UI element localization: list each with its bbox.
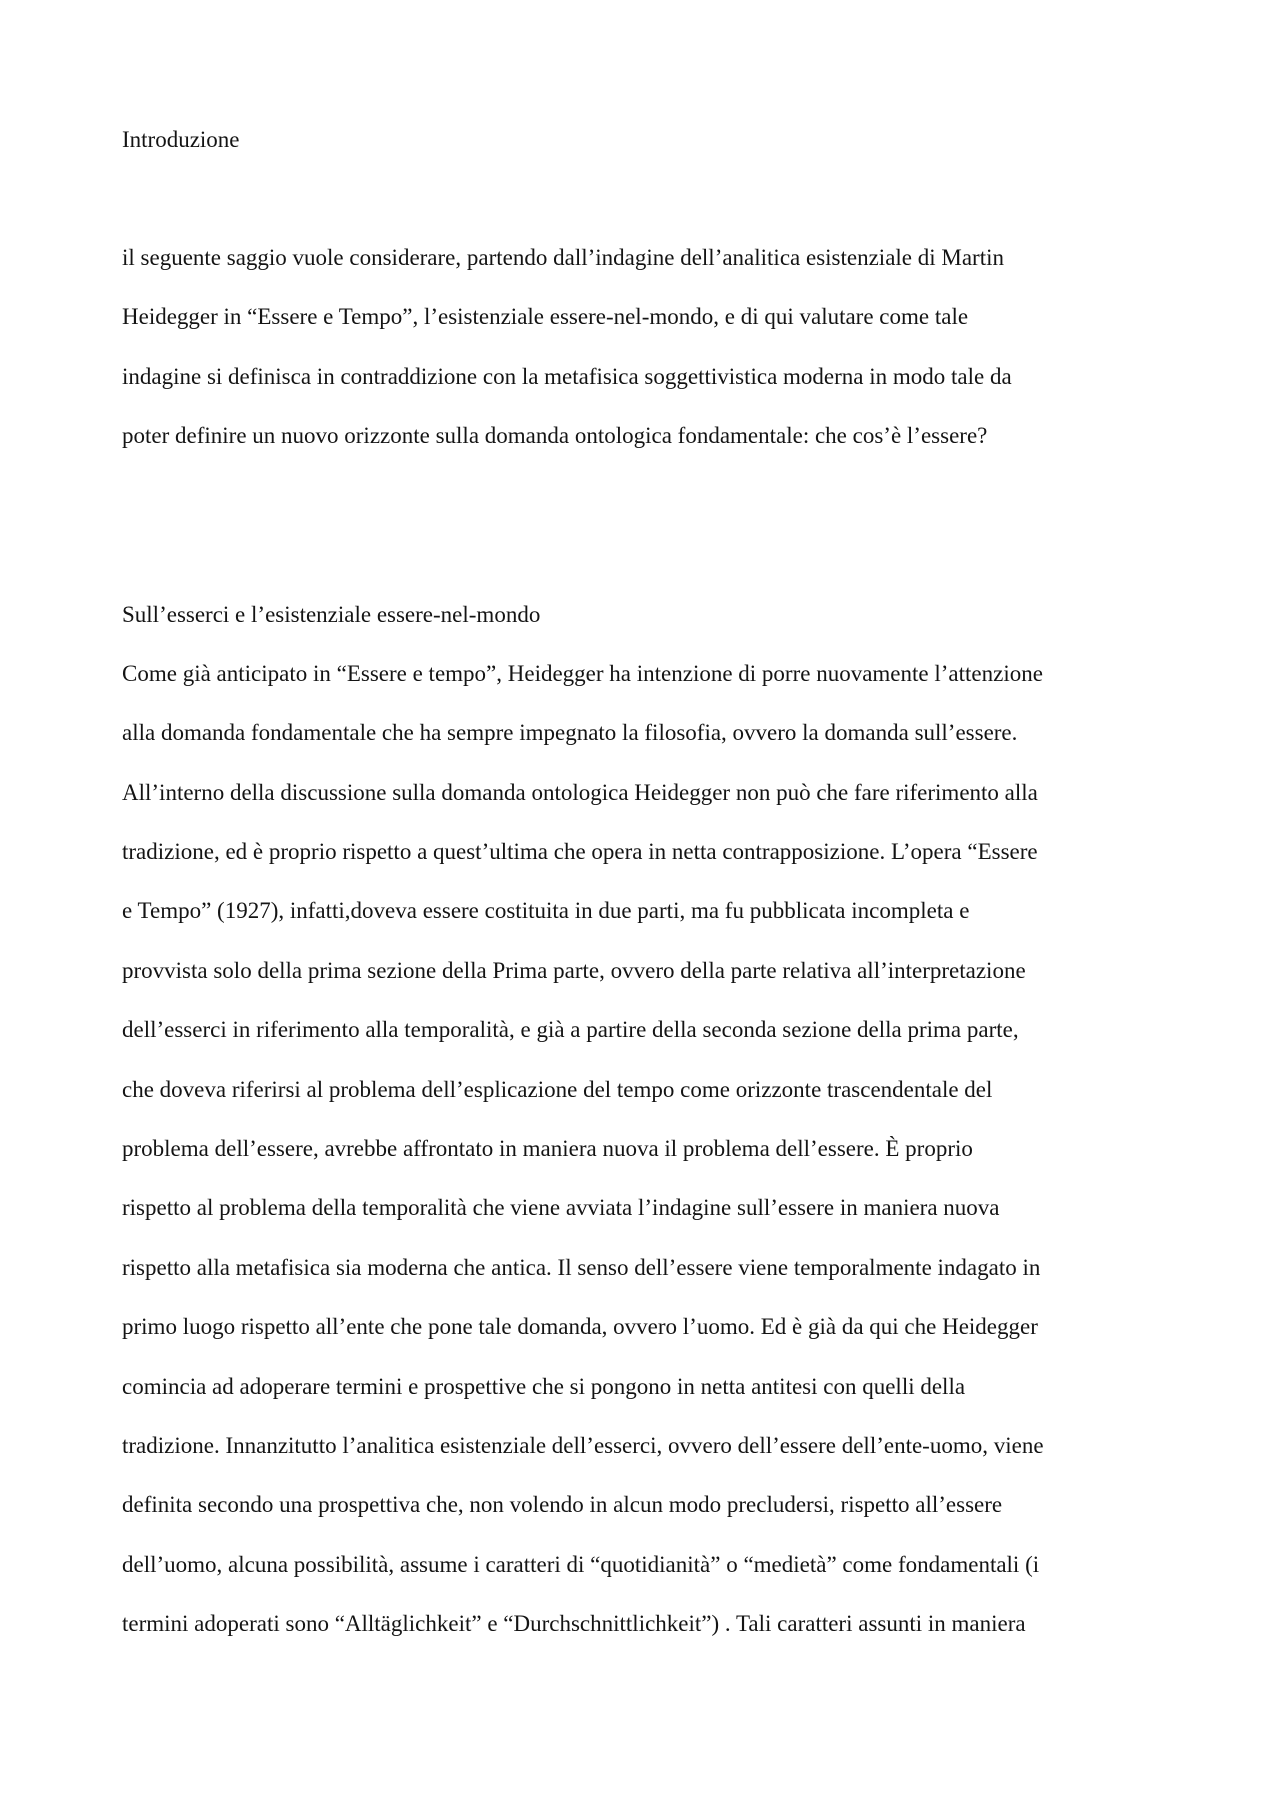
section-paragraph-line: provvista solo della prima sezione della Prima parte, ovvero della parte relativa all’interpretazione — [122, 958, 1026, 983]
intro-paragraph-line: Heidegger in “Essere e Tempo”, l’esistenziale essere-nel-mondo, e di qui valutare come tale — [122, 304, 969, 329]
section-paragraph-line: rispetto al problema della temporalità che viene avviata l’indagine sull’essere in maniera nuova — [122, 1195, 1000, 1220]
section-paragraph-line: dell’esserci in riferimento alla temporalità, e già a partire della seconda sezione della prima parte, — [122, 1017, 1019, 1042]
section-paragraph-line: All’interno della discussione sulla domanda ontologica Heidegger non può che fare riferimento alla — [122, 780, 1038, 805]
section-paragraph-line: definita secondo una prospettiva che, non volendo in alcun modo precludersi, rispetto all’essere — [122, 1492, 1003, 1517]
intro-heading: Introduzione — [122, 127, 240, 152]
section-paragraph-line: e Tempo” (1927), infatti,doveva essere costituita in due parti, ma fu pubblicata incompleta e — [122, 898, 970, 923]
intro-paragraph-line: indagine si definisca in contraddizione con la metafisica soggettivistica moderna in modo tale da — [122, 364, 1012, 389]
section-paragraph-line: tradizione, ed è proprio rispetto a quest’ultima che opera in netta contrapposizione. L’opera “Essere — [122, 839, 1038, 864]
intro-paragraph-line: il seguente saggio vuole considerare, partendo dall’indagine dell’analitica esistenziale di Martin — [122, 245, 1004, 270]
section-paragraph-line: Come già anticipato in “Essere e tempo”, Heidegger ha intenzione di porre nuovamente l’attenzione — [122, 661, 1043, 686]
section-paragraph-line: primo luogo rispetto all’ente che pone tale domanda, ovvero l’uomo. Ed è già da qui che Heidegger — [122, 1314, 1038, 1339]
section-paragraph-line: rispetto alla metafisica sia moderna che antica. Il senso dell’essere viene temporalmente indagato in — [122, 1255, 1041, 1280]
section-paragraph-line: problema dell’essere, avrebbe affrontato in maniera nuova il problema dell’essere. È proprio — [122, 1136, 973, 1161]
section-paragraph-line: tradizione. Innanzitutto l’analitica esistenziale dell’esserci, ovvero dell’essere dell’ente-uomo, viene — [122, 1433, 1044, 1458]
section-paragraph-line: termini adoperati sono “Alltäglichkeit” e “Durchschnittlichkeit”) . Tali caratteri assunti in maniera — [122, 1611, 1026, 1636]
section-paragraph-line: che doveva riferirsi al problema dell’esplicazione del tempo come orizzonte trascendentale del — [122, 1077, 993, 1102]
intro-paragraph-line: poter definire un nuovo orizzonte sulla domanda ontologica fondamentale: che cos’è l’essere? — [122, 423, 988, 448]
section-heading: Sull’esserci e l’esistenziale essere-nel-mondo — [122, 602, 541, 627]
section-paragraph-line: alla domanda fondamentale che ha sempre impegnato la filosofia, ovvero la domanda sull’essere. — [122, 720, 1018, 745]
section-paragraph-line: dell’uomo, alcuna possibilità, assume i caratteri di “quotidianità” o “medietà” come fondamentali (i — [122, 1552, 1040, 1577]
section-paragraph-line: comincia ad adoperare termini e prospettive che si pongono in netta antitesi con quelli della — [122, 1374, 966, 1399]
